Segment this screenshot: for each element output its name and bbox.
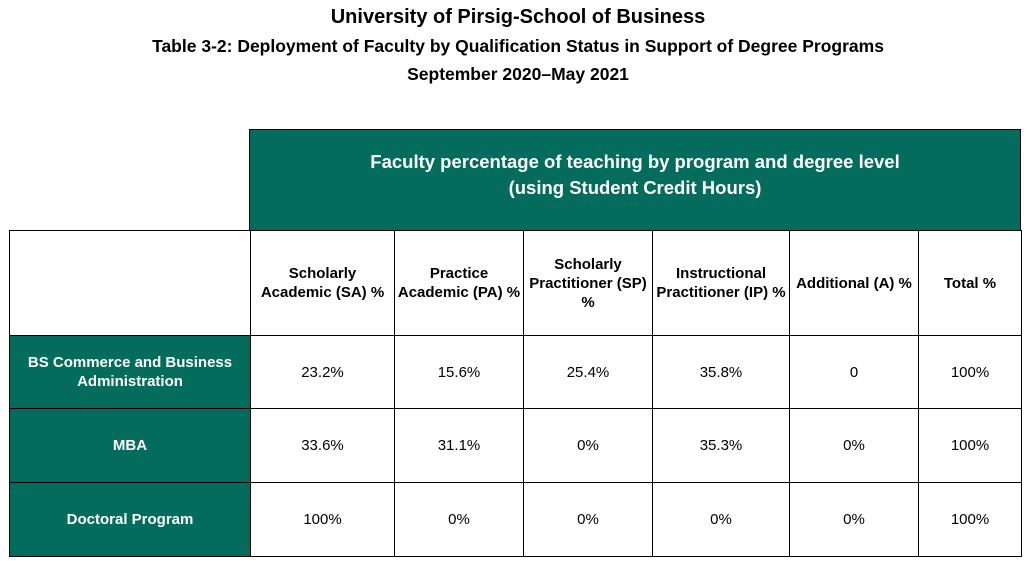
table-cell: 23.2%: [251, 336, 395, 409]
faculty-deployment-table: [9, 230, 1022, 557]
row-header: BS Commerce and Business Administration: [10, 336, 251, 409]
table-cell: 15.6%: [395, 336, 524, 409]
table-cell: 0%: [790, 409, 919, 483]
table-cell: 0%: [395, 483, 524, 557]
table-cell: 100%: [919, 483, 1022, 557]
table-cell: 35.8%: [653, 336, 790, 409]
table-cell: 0%: [524, 483, 653, 557]
period-subtitle: September 2020–May 2021: [407, 64, 629, 84]
table-cell: 100%: [251, 483, 395, 557]
table-cell: 100%: [919, 409, 1022, 483]
table-cell: 0%: [524, 409, 653, 483]
column-header: Scholarly Practitioner (SP) %: [524, 231, 653, 336]
table-cell: 35.3%: [653, 409, 790, 483]
column-header: Additional (A) %: [790, 231, 919, 336]
table-cell: 0%: [790, 483, 919, 557]
column-header: Total %: [919, 231, 1022, 336]
table-cell: 25.4%: [524, 336, 653, 409]
table-cell: 0%: [653, 483, 790, 557]
banner-text: [305, 149, 965, 201]
table-cell: 0: [790, 336, 919, 409]
column-header: Practice Academic (PA) %: [395, 231, 524, 336]
table-cell: 33.6%: [251, 409, 395, 483]
banner-line-1: Faculty percentage of teaching by program and degree level: [370, 151, 900, 172]
table-row: [10, 336, 1022, 409]
corner-cell: [10, 231, 251, 336]
table-banner: [249, 129, 1021, 231]
table-cell: 31.1%: [395, 409, 524, 483]
row-header: MBA: [10, 409, 251, 483]
table-cell: 100%: [919, 336, 1022, 409]
table-row: [10, 483, 1022, 557]
table-caption: Table 3-2: Deployment of Faculty by Qualification Status in Support of Degree Programs: [152, 36, 884, 56]
row-header: Doctoral Program: [10, 483, 251, 557]
institution-title: University of Pirsig-School of Business: [330, 6, 706, 28]
banner-line-2: (using Student Credit Hours): [508, 177, 762, 198]
header-row: [10, 231, 1022, 336]
column-header: Scholarly Academic (SA) %: [251, 231, 395, 336]
table-row: [10, 409, 1022, 483]
column-header: Instructional Practitioner (IP) %: [653, 231, 790, 336]
